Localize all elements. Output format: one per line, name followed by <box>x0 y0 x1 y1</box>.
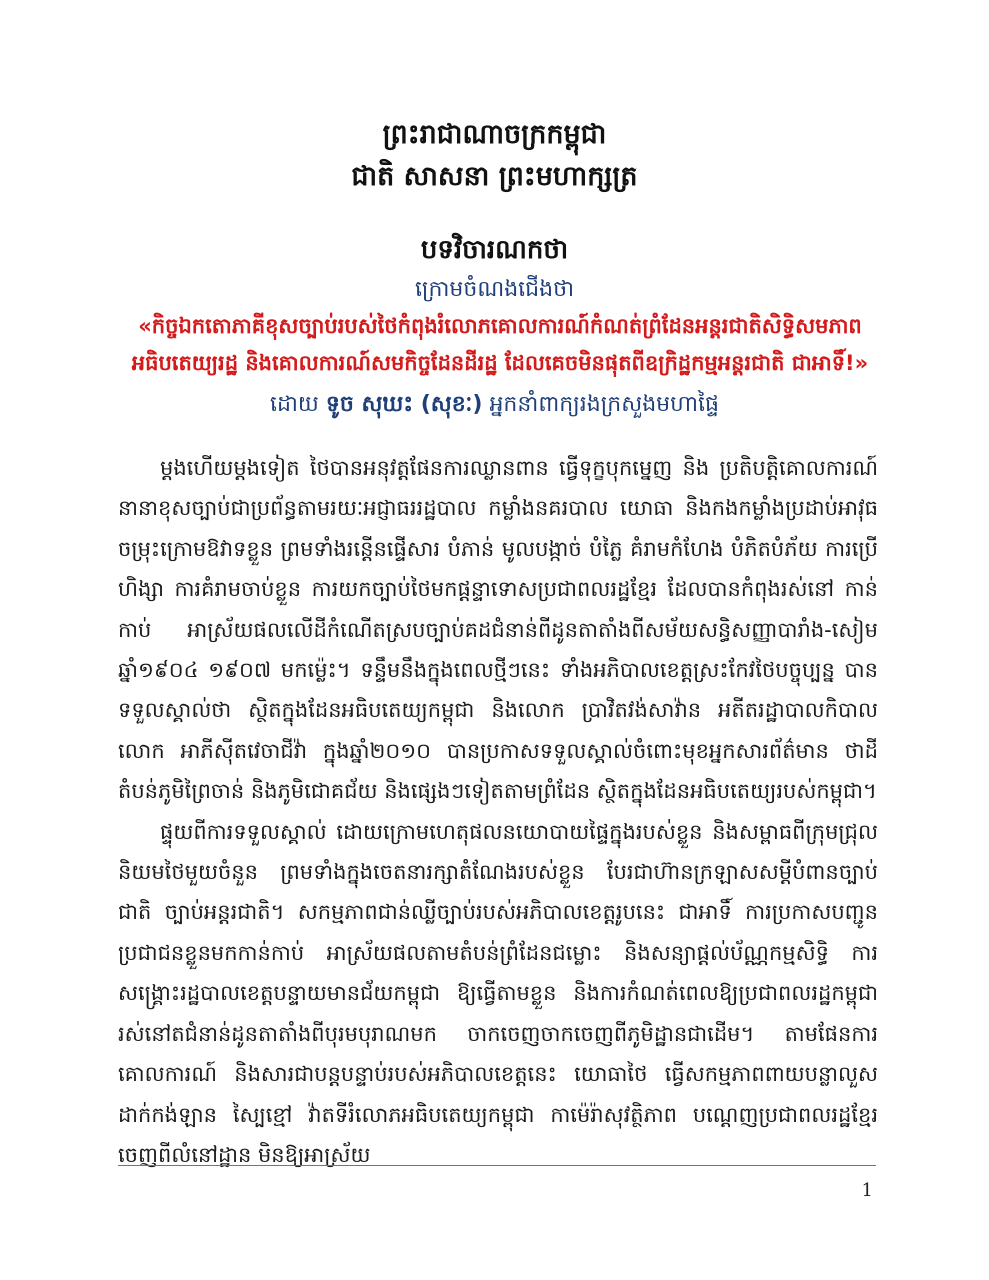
national-motto: ជាតិ សាសនា ព្រះមហាក្សត្រ <box>351 161 638 192</box>
kingdom-heading: ព្រះរាជាណាចក្រកម្ពុជា <box>382 119 607 150</box>
document-subtitle: ក្រោមចំណងជើងថា <box>414 277 575 302</box>
document-title: បទវិចារណកថា <box>420 235 569 265</box>
author-role: អ្នកនាំពាក្យរងក្រសួងមហាផ្ទៃ <box>489 392 719 417</box>
page-number: 1 <box>861 1180 873 1201</box>
author-name: ទូច សុឃះ (សុខៈ) <box>325 392 483 417</box>
body-paragraph-2: ផ្ទុយពីការទទួលស្គាល់ ដោយក្រោមហេតុផលនយោបាយផ្ទៃក្នុងរបស់ខ្លួន និងសម្ពាធពីក្រុមជ្រុលនិយមថៃមួយចំនួន ព្រមទាំងក្នុងចេតនារក្សាតំណែងរបស់ខ្លួន បែរជាហ៊ានក្រឡាសសម្តីបំពានច្បាប់ជាតិ ច្បាប់អន្តរជាតិ។ សកម្មភាពជាន់ឈ្លីច្បាប់របស់អភិបាលខេត្តរូបនេះ ជាអាទិ៍ ការប្រកាសបញ្ជូនប្រជាជនខ្លួនមកកាន់កាប់ អាស្រ័យផលតាមតំបន់ព្រំដែនជម្លោះ និងសន្យាផ្តល់ប័ណ្ណកម្មសិទ្ធិ ការសង្រ្គោះរដ្ឋបាលខេត្តបន្ទាយមានជ័យកម្ពុជា ឱ្យធ្វើតាមខ្លួន និងការកំណត់ពេលឱ្យប្រជាពលរដ្ឋកម្ពុជារស់នៅតជំនាន់ដូនតាតាំងពីបុរមបុរាណមក ចាកចេញចាកចេញពីភូមិដ្ឋានជាដើម។ តាមផែនការ គោលការណ៍ និងសារជាបន្តបន្ទាប់របស់អភិបាលខេត្តនេះ យោធាថៃ ធ្វើសកម្មភាពពាយបន្លាលួស ដាក់កង់ឡាន ស្បៃខ្មៅ វ៉ាតទីរំលោភអធិបតេយ្យកម្ពុជា កាម៉េរ៉ាសុវត្ថិភាព បណ្តេញប្រជាពលរដ្ឋខ្មែរចេញពីលំនៅដ្ឋាន មិនឱ្យអាស្រ័យ <box>118 819 878 1167</box>
author-byline <box>0 390 989 422</box>
headline-quote-line-2: អធិបតេយ្យរដ្ឋ និងគោលការណ៍សមកិច្ចដែនដីរដ្ឋ ដែលគេចមិនផុតពីឧក្រិដ្ឋកម្មអន្តរជាតិ ជាអាទិ៍!» <box>131 351 869 375</box>
headline-quote-line-1: «កិច្ចឯកតោភាគីខុសច្បាប់របស់ថៃកំពុងរំលោភគោលការណ៍កំណត់ព្រំដែនអន្តរជាតិសិទ្ធិសមភាព <box>138 314 862 338</box>
body-paragraph-1: ម្តងហើយម្តងទៀត ថៃបានអនុវត្តផែនការឈ្លានពាន ធ្វើទុក្ខបុកម្នេញ និង ប្រតិបត្តិគោលការណ៍នានាខុសច្បាប់ជាប្រព័ន្ធតាមរយៈអជ្ញាធររដ្ឋបាល កម្លាំងនគរបាល យោធា និងកងកម្លាំងប្រដាប់អាវុធចម្រុះក្រោមឱវាទខ្លួន ព្រមទាំងរន្តើនផ្ទើសារ បំភាន់ មូលបង្កាច់ បំភ្លៃ គំរាមកំហែង បំភិតបំភ័យ ការប្រើហិង្សា ការគំរាមចាប់ខ្លួន ការយកច្បាប់ថៃមកផ្តន្ទាទោសប្រជាពលរដ្ឋខ្មែរ ដែលបានកំពុងរស់នៅ កាន់កាប់ អាស្រ័យផលលើដីកំណើតស្របច្បាប់គដជំនាន់ពីដូនតាតាំងពីសម័យសន្ធិសញ្ញាបារាំង-សៀមឆ្នាំ១៩០៤ ១៩០៧ មកម្ល៉េះ។ ទន្ទឹមនឹងក្នុងពេលថ្មីៗនេះ ទាំងអភិបាលខេត្តស្រះកែវថៃបច្ចុប្បន្ន បានទទួលស្គាល់ថា ស្ថិតក្នុងដែនអធិបតេយ្យកម្ពុជា និងលោក ប្រាវិតវង់សាវ៉ាន អតីតរដ្ឋាបាលកិបាលលោក អាភីស៊ីតវេចាជីវ៉ា ក្នុងឆ្នាំ២០១០ បានប្រកាសទទួលស្គាល់ចំពោះមុខអ្នកសារព័ត៌មាន ថាដីតំបន់ភូមិព្រៃចាន់ និងភូមិជោគជ័យ និងផ្សេងៗទៀតតាមព្រំដែន ស្ថិតក្នុងដែនអធិបតេយ្យរបស់កម្ពុជា។ <box>118 456 878 804</box>
footer-divider <box>118 1165 876 1166</box>
byline-prefix: ដោយ <box>270 392 319 417</box>
article-body <box>118 448 878 1175</box>
